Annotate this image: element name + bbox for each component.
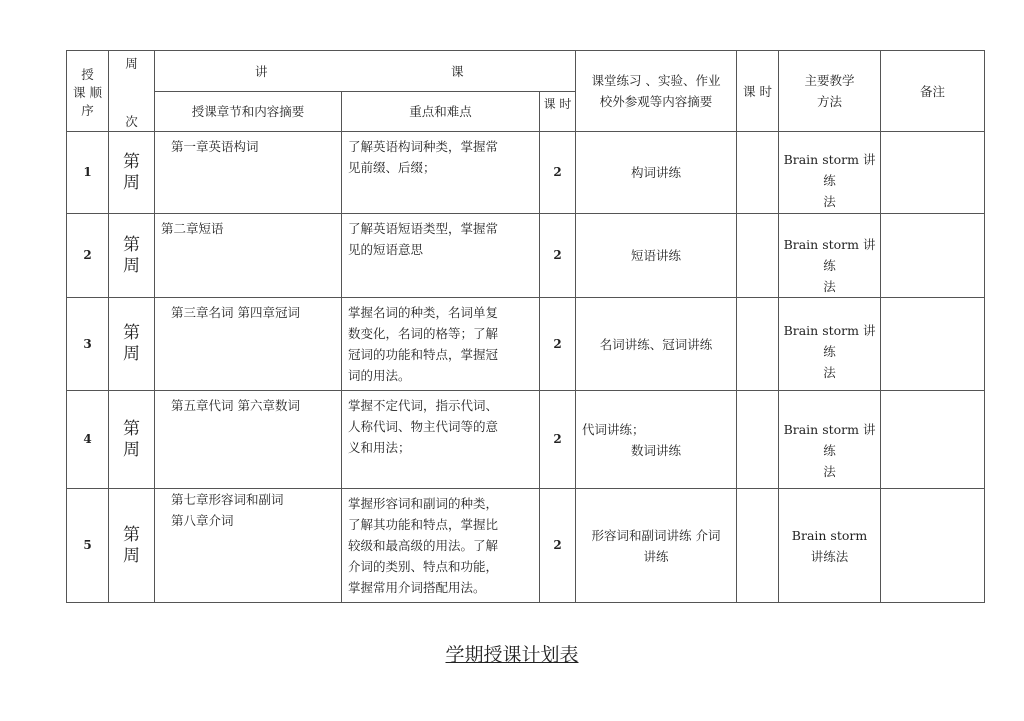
method-cell: Brain storm 讲练 法 <box>779 214 881 298</box>
notes-cell <box>881 132 985 214</box>
method-cell: Brain storm 讲练 法 <box>779 132 881 214</box>
method-cell: Brain storm 讲练 法 <box>779 391 881 489</box>
row-number: 5 <box>67 489 109 603</box>
header-week: 周 次 <box>109 51 155 132</box>
table-row <box>67 298 985 391</box>
chapter-cell: 第一章英语构词 <box>155 132 342 214</box>
hours-practice-cell <box>737 391 779 489</box>
notes-cell <box>881 214 985 298</box>
hours-cell: 2 <box>540 214 576 298</box>
chapter-cell: 第二章短语 <box>155 214 342 298</box>
key-points-cell: 了解英语短语类型，掌握常 见的短语意思 <box>342 214 540 298</box>
hours-practice-cell <box>737 214 779 298</box>
hours-cell: 2 <box>540 132 576 214</box>
key-points-cell: 掌握形容词和副词的种类， 了解其功能和特点，掌握比 较级和最高级的用法。了解 介词的类别、特点和功能， 掌握常用介词搭配用法。 <box>342 489 540 603</box>
practice-cell: 短语讲练 <box>576 214 737 298</box>
chapter-cell: 第五章代词 第六章数词 <box>155 391 342 489</box>
practice-cell: 形容词和副词讲练 介词 讲练 <box>576 489 737 603</box>
teaching-plan-table <box>66 50 985 603</box>
header-sequence: 授 课 顺 序 <box>67 51 109 132</box>
notes-cell <box>881 298 985 391</box>
practice-cell: 代词讲练； 数词讲练 <box>576 391 737 489</box>
header-method: 主要教学 方法 <box>779 51 881 132</box>
week-label: 第 周 <box>109 391 155 489</box>
row-number: 3 <box>67 298 109 391</box>
header-lecture: 讲 课 <box>155 51 576 92</box>
row-number: 2 <box>67 214 109 298</box>
week-label: 第 周 <box>109 214 155 298</box>
key-points-cell: 掌握名词的种类，名词单复 数变化，名词的格等；了解 冠词的功能和特点，掌握冠 词的用法。 <box>342 298 540 391</box>
hours-practice-cell <box>737 298 779 391</box>
row-number: 4 <box>67 391 109 489</box>
hours-cell: 2 <box>540 391 576 489</box>
notes-cell <box>881 489 985 603</box>
chapter-cell: 第七章形容词和副词 第八章介词 <box>155 489 342 603</box>
header-key-points: 重点和难点 <box>342 92 540 132</box>
practice-cell: 名词讲练、冠词讲练 <box>576 298 737 391</box>
chapter-cell: 第三章名词 第四章冠词 <box>155 298 342 391</box>
week-label: 第 周 <box>109 132 155 214</box>
footer-title <box>0 640 1024 667</box>
header-hours-practice: 课 时 <box>737 51 779 132</box>
week-label: 第 周 <box>109 298 155 391</box>
key-points-cell: 掌握不定代词，指示代词、 人称代词、物主代词等的意 义和用法； <box>342 391 540 489</box>
method-cell: Brain storm 讲练 法 <box>779 298 881 391</box>
header-notes: 备注 <box>881 51 985 132</box>
table-row <box>67 489 985 603</box>
header-practice: 课堂练习 、实验、作业 校外参观等内容摘要 <box>576 51 737 132</box>
hours-practice-cell <box>737 489 779 603</box>
header-hours-lecture: 课 时 <box>540 92 576 132</box>
week-label: 第 周 <box>109 489 155 603</box>
hours-cell: 2 <box>540 489 576 603</box>
hours-cell: 2 <box>540 298 576 391</box>
table-row <box>67 214 985 298</box>
table-row <box>67 132 985 214</box>
practice-cell: 构词讲练 <box>576 132 737 214</box>
method-cell: Brain storm 讲练法 <box>779 489 881 603</box>
header-chapter: 授课章节和内容摘要 <box>155 92 342 132</box>
footer-title-text: 学期授课计划表 <box>445 644 579 666</box>
table-row <box>67 391 985 489</box>
row-number: 1 <box>67 132 109 214</box>
notes-cell <box>881 391 985 489</box>
header-row-1 <box>67 51 985 92</box>
key-points-cell: 了解英语构词种类，掌握常 见前缀、后缀； <box>342 132 540 214</box>
hours-practice-cell <box>737 132 779 214</box>
